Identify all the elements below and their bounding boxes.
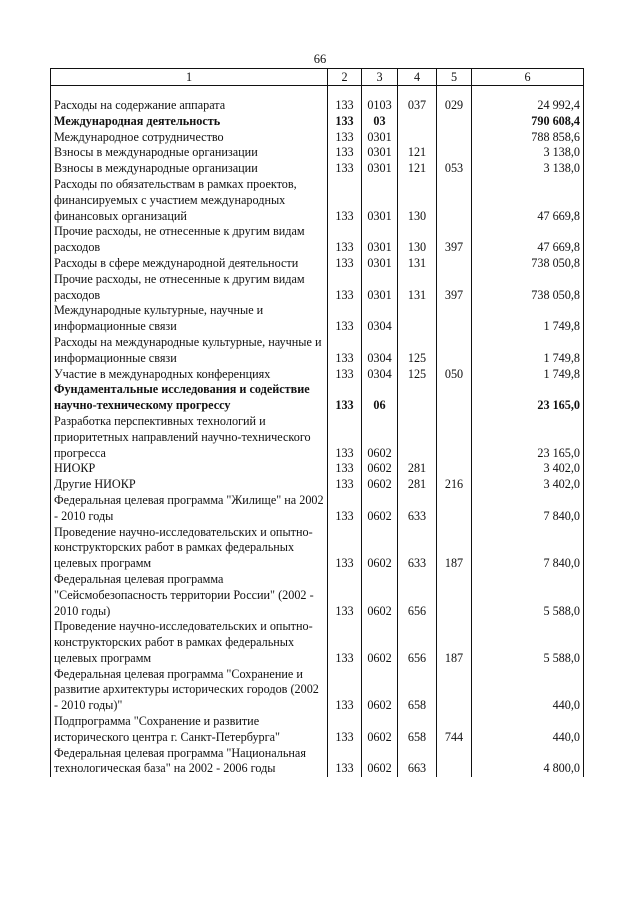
row-description: Международные культурные, научные и информационные связи [51, 303, 328, 335]
row-section-code: 0301 [362, 130, 398, 146]
row-expense-code [437, 461, 472, 477]
row-description: Фундаментальные исследования и содействие научно-техническому прогрессу [51, 382, 328, 414]
table-row [51, 461, 584, 477]
row-section-code: 0602 [362, 493, 398, 525]
row-ministry-code: 133 [328, 367, 362, 383]
table-header-row [51, 69, 584, 86]
row-expense-code [437, 382, 472, 414]
row-description: Другие НИОКР [51, 477, 328, 493]
row-description: Подпрограмма "Сохранение и развитие исторического центра г. Санкт-Петербурга" [51, 714, 328, 746]
header-cell-5: 5 [437, 69, 472, 86]
header-cell-6: 6 [472, 69, 584, 86]
table-row [51, 114, 584, 130]
table-row [51, 525, 584, 572]
row-target-code: 658 [398, 667, 437, 714]
row-section-code: 0301 [362, 177, 398, 224]
table-row [51, 145, 584, 161]
table-row [51, 303, 584, 335]
row-target-code: 121 [398, 161, 437, 177]
row-ministry-code: 133 [328, 303, 362, 335]
row-target-code: 130 [398, 224, 437, 256]
row-target-code: 633 [398, 525, 437, 572]
table-row [51, 746, 584, 778]
row-ministry-code: 133 [328, 114, 362, 130]
row-expense-code [437, 130, 472, 146]
row-ministry-code: 133 [328, 335, 362, 367]
row-target-code: 131 [398, 272, 437, 304]
header-cell-2: 2 [328, 69, 362, 86]
row-amount: 23 165,0 [472, 382, 584, 414]
row-description: Участие в международных конференциях [51, 367, 328, 383]
row-description: Проведение научно-исследовательских и опытно-конструкторских работ в рамках федеральных целевых программ [51, 525, 328, 572]
table-row [51, 493, 584, 525]
row-ministry-code: 133 [328, 572, 362, 619]
table-row [51, 382, 584, 414]
row-expense-code: 744 [437, 714, 472, 746]
row-target-code: 125 [398, 367, 437, 383]
row-target-code: 281 [398, 461, 437, 477]
row-description: Прочие расходы, не отнесенные к другим видам расходов [51, 224, 328, 256]
table-row [51, 714, 584, 746]
row-section-code: 0301 [362, 161, 398, 177]
row-expense-code: 216 [437, 477, 472, 493]
row-amount: 1 749,8 [472, 367, 584, 383]
row-section-code: 0602 [362, 525, 398, 572]
row-description: НИОКР [51, 461, 328, 477]
budget-table [50, 68, 584, 777]
row-ministry-code: 133 [328, 461, 362, 477]
row-expense-code: 053 [437, 161, 472, 177]
row-amount: 7 840,0 [472, 493, 584, 525]
row-amount: 738 050,8 [472, 272, 584, 304]
row-expense-code [437, 414, 472, 461]
row-section-code: 0103 [362, 98, 398, 114]
row-description: Разработка перспективных технологий и приоритетных направлений научно-технического прогресса [51, 414, 328, 461]
row-section-code: 0602 [362, 619, 398, 666]
row-ministry-code: 133 [328, 619, 362, 666]
row-ministry-code: 133 [328, 224, 362, 256]
row-target-code: 633 [398, 493, 437, 525]
table-row [51, 667, 584, 714]
row-amount: 440,0 [472, 714, 584, 746]
header-cell-4: 4 [398, 69, 437, 86]
row-section-code: 0301 [362, 256, 398, 272]
row-ministry-code: 133 [328, 272, 362, 304]
row-amount: 788 858,6 [472, 130, 584, 146]
row-description: Федеральная целевая программа "Сохранение и развитие архитектуры исторических городов (2002 - 2010 годы)" [51, 667, 328, 714]
table-row [51, 98, 584, 114]
row-expense-code: 397 [437, 272, 472, 304]
row-expense-code [437, 572, 472, 619]
row-target-code: 037 [398, 98, 437, 114]
header-cell-1: 1 [51, 69, 328, 86]
row-amount: 23 165,0 [472, 414, 584, 461]
row-ministry-code: 133 [328, 667, 362, 714]
row-section-code: 0602 [362, 714, 398, 746]
row-ministry-code: 133 [328, 130, 362, 146]
row-expense-code: 187 [437, 525, 472, 572]
row-section-code: 0301 [362, 272, 398, 304]
row-target-code: 656 [398, 619, 437, 666]
row-description: Международная деятельность [51, 114, 328, 130]
row-ministry-code: 133 [328, 382, 362, 414]
row-target-code: 130 [398, 177, 437, 224]
row-expense-code: 029 [437, 98, 472, 114]
row-ministry-code: 133 [328, 746, 362, 778]
row-amount: 1 749,8 [472, 303, 584, 335]
row-amount: 5 588,0 [472, 619, 584, 666]
row-description: Расходы на международные культурные, научные и информационные связи [51, 335, 328, 367]
row-amount: 24 992,4 [472, 98, 584, 114]
row-section-code: 0602 [362, 746, 398, 778]
row-amount: 4 800,0 [472, 746, 584, 778]
row-target-code: 656 [398, 572, 437, 619]
table-row [51, 572, 584, 619]
row-target-code: 131 [398, 256, 437, 272]
table-row [51, 272, 584, 304]
table-row [51, 130, 584, 146]
row-section-code: 0304 [362, 335, 398, 367]
row-ministry-code: 133 [328, 161, 362, 177]
row-expense-code [437, 177, 472, 224]
row-target-code [398, 382, 437, 414]
row-amount: 5 588,0 [472, 572, 584, 619]
row-ministry-code: 133 [328, 256, 362, 272]
row-expense-code [437, 493, 472, 525]
row-description: Проведение научно-исследовательских и опытно-конструкторских работ в рамках федеральных целевых программ [51, 619, 328, 666]
row-amount: 47 669,8 [472, 224, 584, 256]
row-description: Расходы по обязательствам в рамках проектов, финансируемых с участием международных финансовых организаций [51, 177, 328, 224]
row-ministry-code: 133 [328, 714, 362, 746]
row-target-code [398, 414, 437, 461]
row-ministry-code: 133 [328, 493, 362, 525]
row-section-code: 0602 [362, 667, 398, 714]
row-description: Федеральная целевая программа "Сейсмобезопасность территории России" (2002 - 2010 годы) [51, 572, 328, 619]
row-section-code: 0301 [362, 224, 398, 256]
row-section-code: 0602 [362, 461, 398, 477]
table-row [51, 414, 584, 461]
row-ministry-code: 133 [328, 98, 362, 114]
row-expense-code [437, 145, 472, 161]
row-description: Международное сотрудничество [51, 130, 328, 146]
row-amount: 790 608,4 [472, 114, 584, 130]
row-target-code: 125 [398, 335, 437, 367]
row-amount: 3 402,0 [472, 477, 584, 493]
row-target-code: 663 [398, 746, 437, 778]
table-row [51, 224, 584, 256]
row-amount: 3 138,0 [472, 145, 584, 161]
row-description: Прочие расходы, не отнесенные к другим видам расходов [51, 272, 328, 304]
row-expense-code [437, 335, 472, 367]
row-amount: 3 138,0 [472, 161, 584, 177]
row-ministry-code: 133 [328, 177, 362, 224]
row-description: Федеральная целевая программа "Национальная технологическая база" на 2002 - 2006 годы [51, 746, 328, 778]
row-section-code: 0301 [362, 145, 398, 161]
row-description: Расходы в сфере международной деятельности [51, 256, 328, 272]
table-row [51, 367, 584, 383]
row-target-code: 281 [398, 477, 437, 493]
row-ministry-code: 133 [328, 477, 362, 493]
row-section-code: 0602 [362, 477, 398, 493]
row-amount: 7 840,0 [472, 525, 584, 572]
table-row [51, 335, 584, 367]
row-expense-code: 050 [437, 367, 472, 383]
row-amount: 47 669,8 [472, 177, 584, 224]
row-ministry-code: 133 [328, 145, 362, 161]
table-row [51, 161, 584, 177]
row-target-code [398, 114, 437, 130]
row-expense-code [437, 256, 472, 272]
row-description: Взносы в международные организации [51, 145, 328, 161]
table-row [51, 177, 584, 224]
row-expense-code [437, 303, 472, 335]
row-expense-code: 397 [437, 224, 472, 256]
row-amount: 1 749,8 [472, 335, 584, 367]
row-expense-code [437, 114, 472, 130]
row-description: Расходы на содержание аппарата [51, 98, 328, 114]
row-section-code: 0304 [362, 367, 398, 383]
row-expense-code: 187 [437, 619, 472, 666]
row-ministry-code: 133 [328, 414, 362, 461]
row-description: Взносы в международные организации [51, 161, 328, 177]
row-section-code: 0602 [362, 414, 398, 461]
row-section-code: 03 [362, 114, 398, 130]
row-section-code: 06 [362, 382, 398, 414]
row-target-code [398, 303, 437, 335]
row-expense-code [437, 746, 472, 778]
row-section-code: 0602 [362, 572, 398, 619]
row-amount: 738 050,8 [472, 256, 584, 272]
table-spacer-row [51, 86, 584, 99]
page-number: 66 [313, 52, 327, 66]
row-ministry-code: 133 [328, 525, 362, 572]
row-target-code [398, 130, 437, 146]
table-row [51, 477, 584, 493]
row-expense-code [437, 667, 472, 714]
header-cell-3: 3 [362, 69, 398, 86]
row-amount: 440,0 [472, 667, 584, 714]
table-row [51, 256, 584, 272]
row-target-code: 121 [398, 145, 437, 161]
row-amount: 3 402,0 [472, 461, 584, 477]
row-description: Федеральная целевая программа "Жилище" на 2002 - 2010 годы [51, 493, 328, 525]
table-row [51, 619, 584, 666]
row-section-code: 0304 [362, 303, 398, 335]
row-target-code: 658 [398, 714, 437, 746]
